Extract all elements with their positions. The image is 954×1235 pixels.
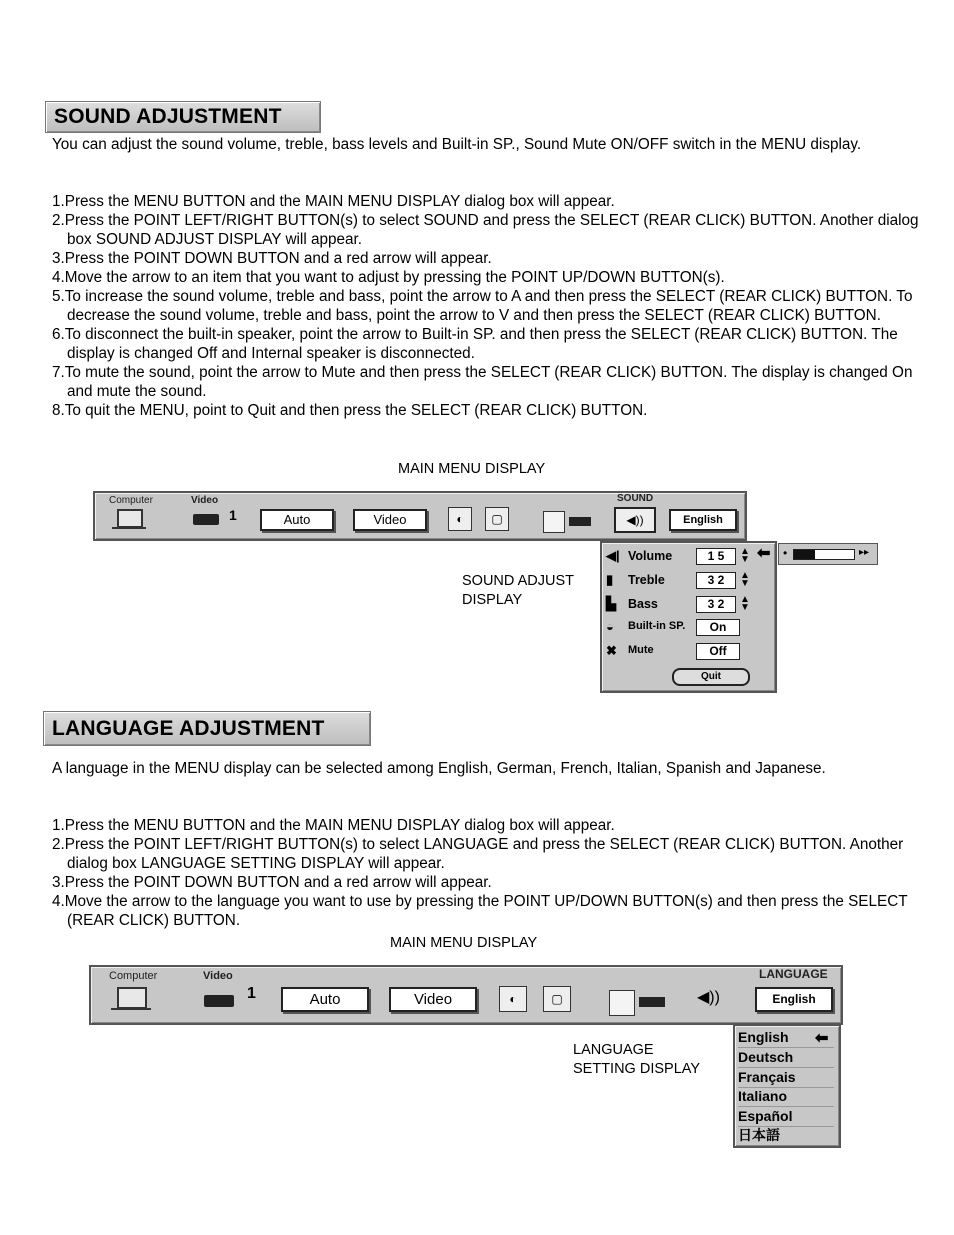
language-intro: A language in the MENU display can be selected among English, German, French, Italian, Spanish and Japanese. [52, 760, 826, 777]
computer-tab-label[interactable]: Computer [109, 970, 158, 982]
treble-up-down-icon[interactable]: ▲ ▼ [740, 570, 750, 589]
input-number: 1 [247, 985, 256, 1002]
treble-row[interactable] [606, 570, 771, 592]
language-setting-caption-line2: SETTING DISPLAY [573, 1061, 701, 1077]
builtin-sp-row[interactable] [606, 617, 771, 639]
language-option-deutsch[interactable]: Deutsch [738, 1048, 834, 1068]
language-step-4: 4.Move the arrow to the language you want to use by pressing the POINT UP/DOWN BUTTON(s) and then press the SELECT (REAR CLICK) BUTTON. [52, 893, 908, 929]
treble-icon: ▮ [606, 572, 614, 587]
image-adjust-icon[interactable]: ◐ [499, 986, 527, 1012]
sound-adjust-caption-line1: SOUND ADJUST [462, 573, 574, 589]
computer-tab-label[interactable]: Computer [109, 495, 153, 506]
language-option-japanese[interactable]: 日本語 [738, 1127, 780, 1143]
sound-adjust-caption-line2: DISPLAY [462, 592, 523, 608]
red-arrow-icon: ⬅ [815, 1030, 829, 1047]
video-button[interactable]: Video [389, 987, 477, 1012]
volume-up-down-icon[interactable]: ▲ ▼ [740, 546, 750, 565]
slider-end-icon: ▸▸ [859, 547, 870, 558]
language-step-1: 1.Press the MENU BUTTON and the MAIN MENU DISPLAY dialog box will appear. [52, 817, 615, 834]
language-step-2: 2.Press the POINT LEFT/RIGHT BUTTON(s) to select LANGUAGE and press the SELECT (REAR CLICK) BUTTON. Another dialog box LANGUAGE SETTING DISPLAY will appear. [52, 836, 904, 872]
computer-icon-base [112, 527, 146, 529]
screen-icon[interactable]: ▢ [485, 507, 509, 531]
keystone-icon[interactable] [543, 511, 565, 533]
mute-row[interactable] [606, 641, 771, 663]
computer-icon[interactable] [117, 987, 147, 1009]
sound-intro: You can adjust the sound volume, treble, bass levels and Built-in SP., Sound Mute ON/OFF switch in the MENU display. [52, 136, 862, 153]
slider-track [793, 549, 855, 560]
video-button[interactable]: Video [353, 509, 427, 531]
sound-steps [52, 192, 922, 420]
language-main-menu-bar [89, 965, 843, 1025]
mute-label: Mute [628, 644, 654, 656]
sound-step-3: 3.Press the POINT DOWN BUTTON and a red arrow will appear. [52, 250, 492, 267]
sound-section-title: SOUND ADJUSTMENT [45, 101, 321, 133]
sound-step-1: 1.Press the MENU BUTTON and the MAIN MENU DISPLAY dialog box will appear. [52, 193, 615, 210]
builtin-speaker-icon: ◒ [606, 619, 614, 634]
volume-icon: ◀| [606, 548, 620, 563]
language-option-espanol[interactable]: Español [738, 1107, 834, 1127]
bass-icon: ▙ [606, 596, 616, 611]
video-source-icon[interactable] [193, 514, 219, 525]
language-tab-label[interactable]: LANGUAGE [759, 967, 828, 981]
language-setting-caption-line1: LANGUAGE [573, 1042, 654, 1058]
video-tab-label[interactable]: Video [203, 970, 233, 982]
language-option-italiano[interactable]: Italiano [738, 1087, 834, 1107]
computer-icon[interactable] [117, 509, 143, 528]
mute-value: Off [696, 643, 740, 660]
speaker-icon[interactable]: ◀)) [697, 989, 720, 1006]
language-main-menu-caption: MAIN MENU DISPLAY [390, 935, 538, 951]
screen-icon[interactable]: ▢ [543, 986, 571, 1012]
slider-fill [794, 550, 815, 559]
mute-icon: ✖ [606, 643, 617, 658]
volume-label: Volume [628, 549, 673, 563]
language-steps [52, 816, 922, 930]
language-option-english[interactable]: English [738, 1028, 834, 1048]
language-option-francais[interactable]: Français [738, 1068, 834, 1088]
treble-value: 3 2 [696, 572, 736, 589]
bass-row[interactable] [606, 594, 771, 616]
sound-step-7: 7.To mute the sound, point the arrow to Mute and then press the SELECT (REAR CLICK) BUTTON. The display is changed On and mute the sound. [52, 364, 913, 400]
video-tab-label[interactable]: Video [191, 495, 219, 506]
keystone-icon[interactable] [609, 990, 635, 1016]
volume-slider[interactable] [778, 543, 878, 565]
red-arrow-icon: ⬅ [757, 545, 771, 562]
auto-button[interactable]: Auto [281, 987, 369, 1012]
builtin-sp-label: Built-in SP. [628, 620, 686, 632]
treble-label: Treble [628, 573, 665, 587]
video-source-icon[interactable] [204, 995, 234, 1007]
sound-step-2: 2.Press the POINT LEFT/RIGHT BUTTON(s) to select SOUND and press the SELECT (REAR CLICK) BUTTON. Another dialog box SOUND ADJUST DISPLAY will appear. [52, 212, 919, 248]
computer-icon-base [111, 1008, 151, 1010]
volume-value: 1 5 [696, 548, 736, 565]
projector-icon[interactable] [569, 517, 591, 526]
builtin-sp-value: On [696, 619, 740, 636]
language-step-3: 3.Press the POINT DOWN BUTTON and a red arrow will appear. [52, 874, 492, 891]
sound-step-8: 8.To quit the MENU, point to Quit and then press the SELECT (REAR CLICK) BUTTON. [52, 402, 648, 419]
language-setting-panel [733, 1024, 841, 1148]
sound-main-menu-bar [93, 491, 747, 541]
quit-button[interactable]: Quit [672, 668, 750, 686]
speaker-icon[interactable]: ◀)) [614, 507, 656, 533]
projector-icon[interactable] [639, 997, 665, 1007]
slider-dot-icon: • [783, 546, 788, 560]
volume-row[interactable] [606, 546, 771, 568]
bass-up-down-icon[interactable]: ▲ ▼ [740, 594, 750, 613]
language-section-title: LANGUAGE ADJUSTMENT [43, 711, 371, 746]
image-adjust-icon[interactable]: ◐ [448, 507, 472, 531]
language-english-button[interactable]: English [669, 509, 737, 531]
auto-button[interactable]: Auto [260, 509, 334, 531]
sound-step-4: 4.Move the arrow to an item that you want to adjust by pressing the POINT UP/DOWN BUTTON(s). [52, 269, 725, 286]
sound-step-5: 5.To increase the sound volume, treble and bass, point the arrow to A and then press the SELECT (REAR CLICK) BUTTON. To decrease the sound volume, treble and bass, point the arrow to V and then press the SELECT (REAR CLICK) BUTTON. [52, 288, 913, 324]
sound-tab-label[interactable]: SOUND [617, 493, 654, 504]
bass-label: Bass [628, 597, 658, 611]
bass-value: 3 2 [696, 596, 736, 613]
sound-adjust-panel [600, 541, 777, 693]
sound-main-menu-caption: MAIN MENU DISPLAY [398, 461, 546, 477]
sound-step-6: 6.To disconnect the built-in speaker, point the arrow to Built-in SP. and then press the SELECT (REAR CLICK) BUTTON. The display is changed Off and Internal speaker is disconnected. [52, 326, 898, 362]
input-number: 1 [229, 507, 237, 523]
language-english-button[interactable]: English [755, 987, 833, 1012]
